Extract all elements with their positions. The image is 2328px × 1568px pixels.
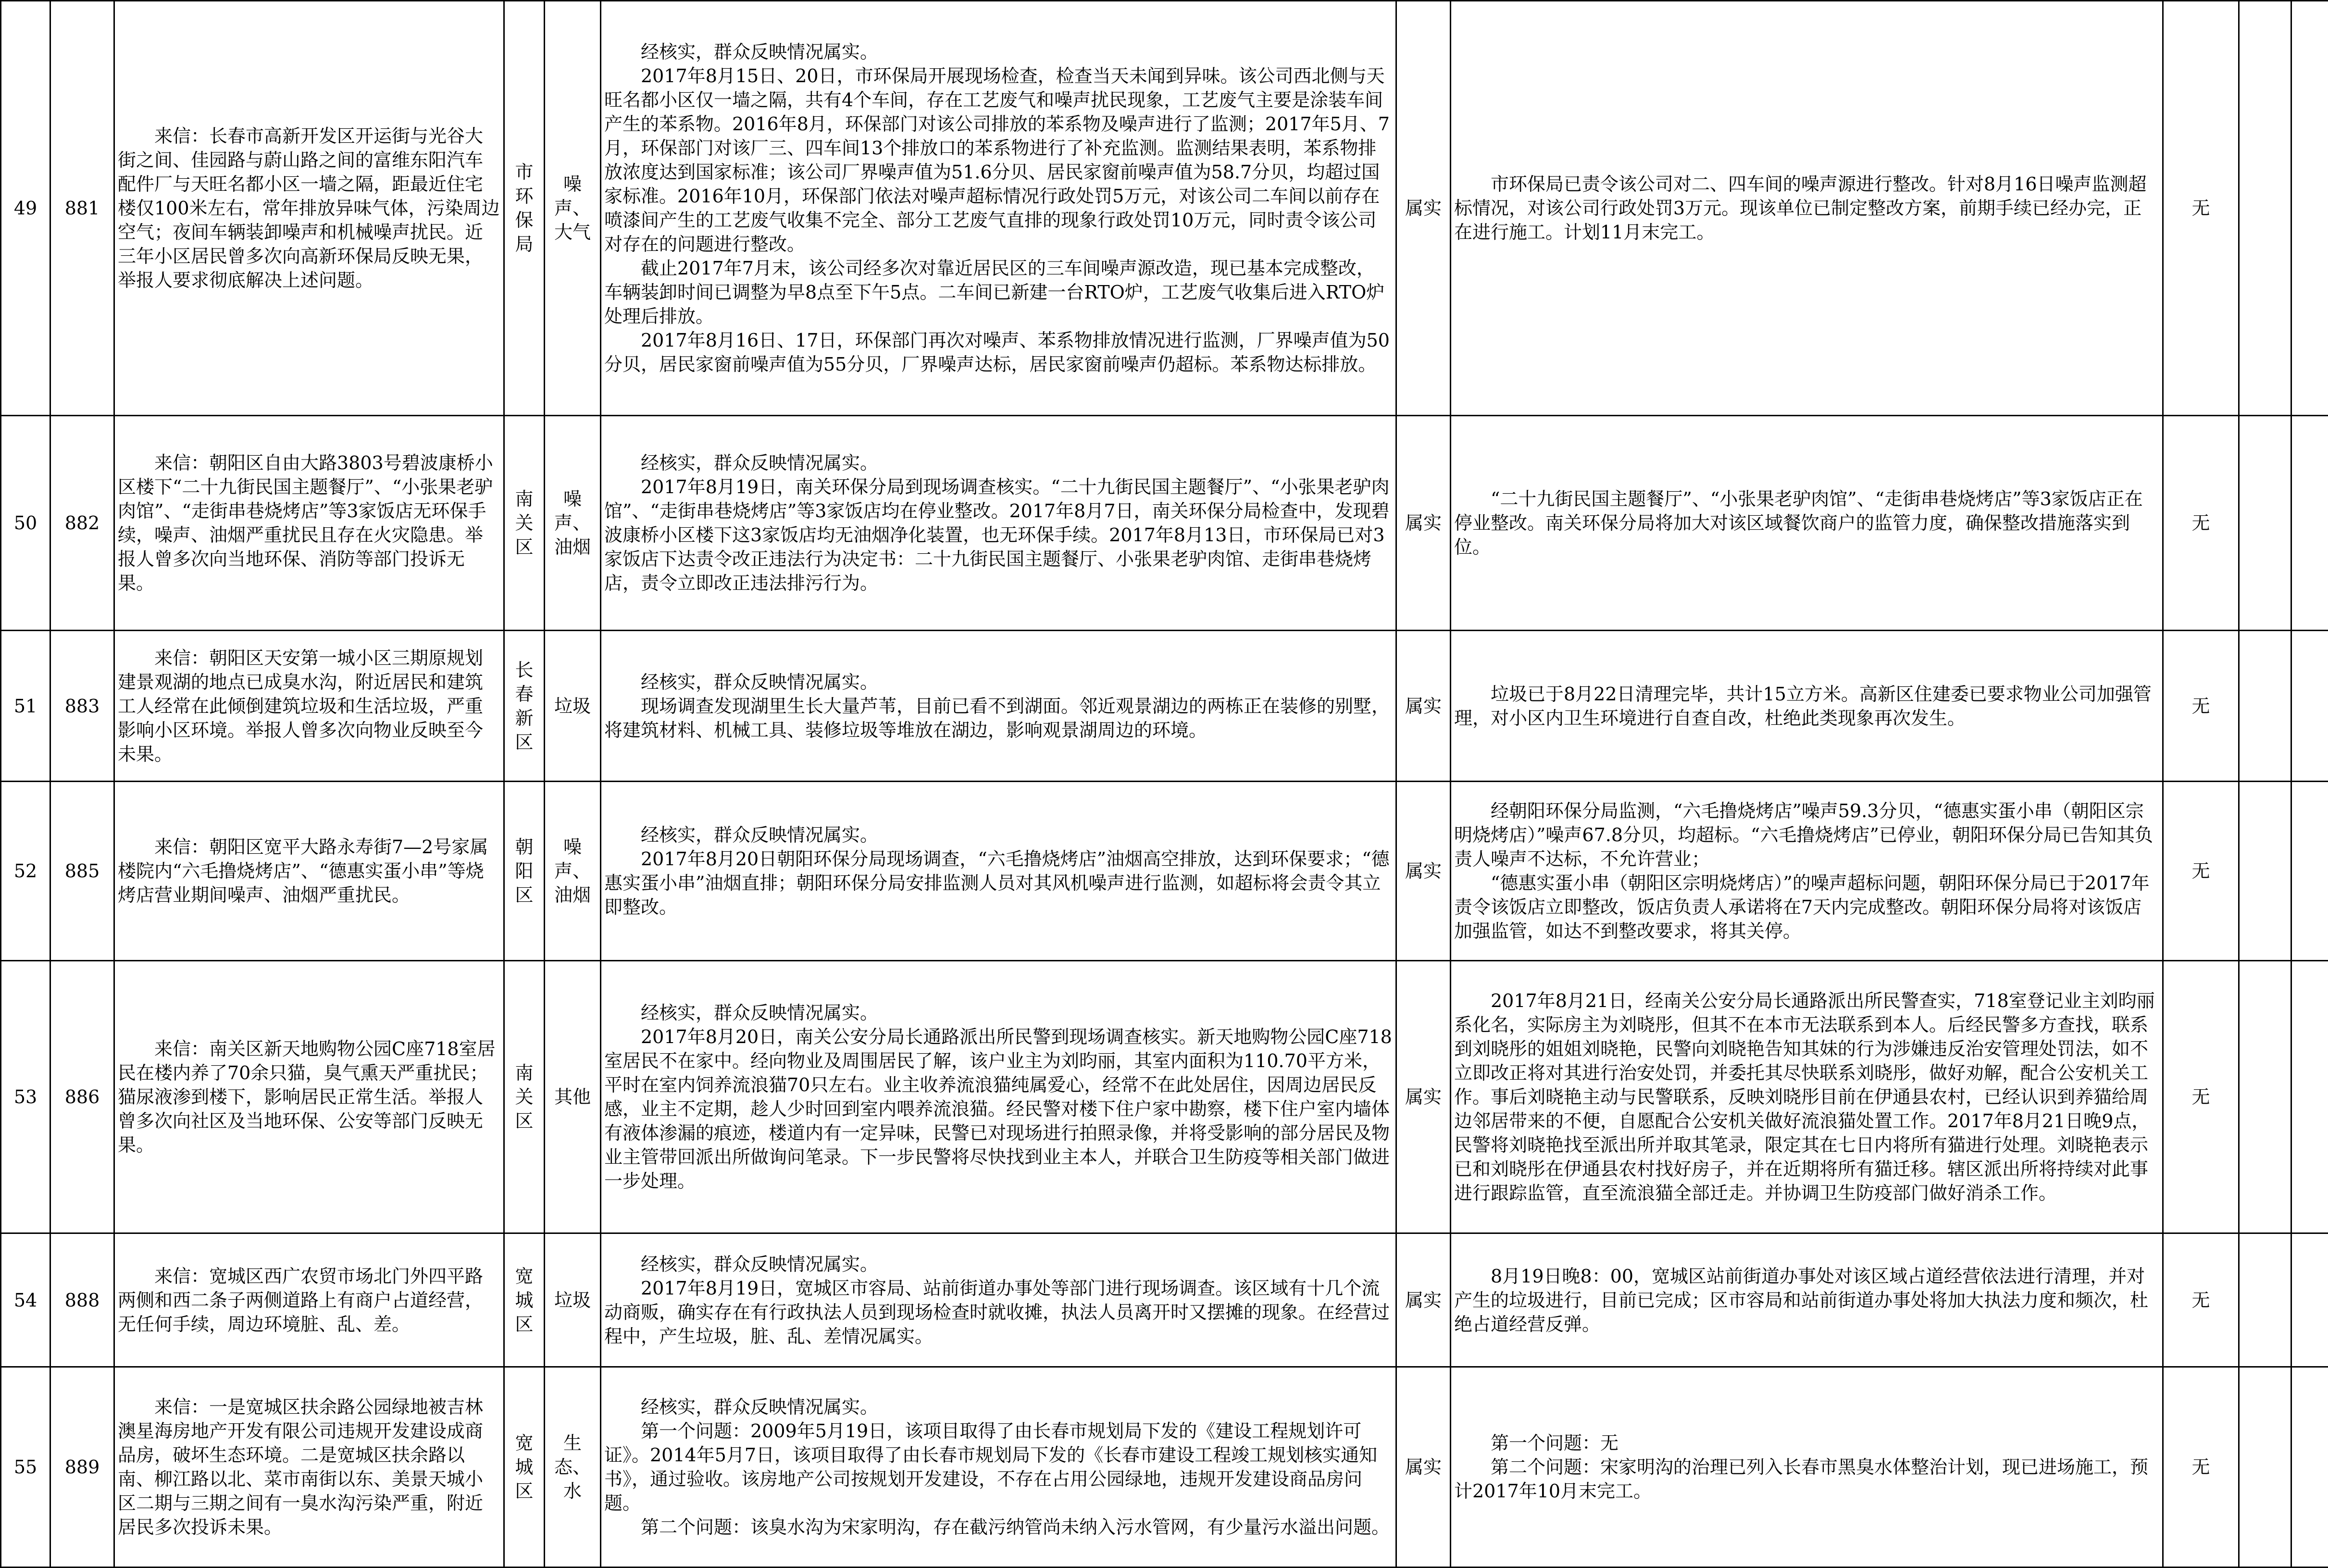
result-paragraph: 2017年8月21日，经南关公安分局长通路派出所民警查实，718室登记业主刘昀丽系化名，实际房主为刘晓彤，但其不在本市无法联系到本人。后经民警多方查找，联系到刘晓彤的姐姐刘晓艳，民警向刘晓艳告知其妹的行为涉嫌违反治安管理处罚法，如不立即改正将对其进行治安处罚，并委托其尽快联系刘晓彤，做好劝解，配合公安机关工作。事后刘晓艳主动与民警联系，反映刘晓彤目前在伊通县农村，已经认识到养猫给周边邻居带来的不便，自愿配合公安机关做好流浪猫处置工作。2017年8月21日晚9点，民警将刘晓艳找至派出所并取其笔录，限定其在七日内将所有猫进行处理。刘晓艳表示已和刘晓彤在伊通县农村找好房子，并在近期将所有猫迁移。辖区派出所将持续对此事进行跟踪监管，直至流浪猫全部迁走。并协调卫生防疫部门做好消杀工作。 [1454,989,2159,1205]
accountability-cell: 无 [2163,1233,2239,1367]
complaint-text: 来信：南关区新天地购物公园C座718室居民在楼内养了70余只猫，臭气熏天严重扰民；猫尿液渗到楼下，影响居民正常生活。举报人曾多次向社区及当地环保、公安等部门反映无果。 [118,1037,500,1157]
id-cell: 881 [50,1,114,416]
table-body [1,1,2328,1568]
complaint-text: 来信：朝阳区天安第一城小区三期原规划建景观湖的地点已成臭水沟，附近居民和建筑工人经常在此倾倒建筑垃圾和生活垃圾，严重影响小区环境。举报人曾多次向物业反映至今未果。 [118,646,500,766]
content-cell [601,1233,1396,1367]
complaint-cell [114,1367,504,1568]
result-paragraph: “二十九街民国主题餐厅”、“小张果老驴肉馆”、“走街串巷烧烤店”等3家饭店正在停业整改。南关环保分局将加大对该区域餐饮商户的监管力度，确保整改措施落实到位。 [1454,487,2159,559]
id-cell: 885 [50,782,114,961]
table-row [1,1367,2328,1568]
seq-cell: 51 [1,631,50,782]
id-cell: 889 [50,1367,114,1568]
accountability-cell: 无 [2163,1,2239,416]
category-cell: 噪声、油烟 [545,416,601,631]
verdict-cell: 属实 [1396,631,1451,782]
result-cell [1451,631,2163,782]
empty-cell [2239,782,2291,961]
verdict-cell: 属实 [1396,416,1451,631]
table-row [1,1233,2328,1367]
district-cell: 朝阳区 [504,782,545,961]
verdict-cell: 属实 [1396,1,1451,416]
empty-cell [2291,416,2328,631]
content-paragraph: 2017年8月20日，南关公安分局长通路派出所民警到现场调查核实。新天地购物公园C座718室居民不在家中。经向物业及周围居民了解，该户业主为刘昀丽，其室内面积为110.70平方米，平时在室内饲养流浪猫70只左右。业主收养流浪猫纯属爱心，经常不在此处居住，因周边居民反感，业主不定期，趁人少时回到室内喂养流浪猫。经民警对楼下住户家中勘察，楼下住户室内墙体有液体渗漏的痕迹，楼道内有一定异味，民警已对现场进行拍照录像，并将受影响的部分居民及物业主管带回派出所做询问笔录。下一步民警将尽快找到业主本人，并联合卫生防疫等相关部门做进一步处理。 [604,1025,1393,1193]
result-paragraph: “德惠实蛋小串（朝阳区宗明烧烤店）”的噪声超标问题，朝阳环保分局已于2017年责令该饭店立即整改，饭店负责人承诺将在7天内完成整改。朝阳环保分局将对该饭店加强监管，如达不到整改要求，将其关停。 [1454,871,2159,943]
id-cell: 886 [50,961,114,1233]
content-paragraph: 第二个问题：该臭水沟为宋家明沟，存在截污纳管尚未纳入污水管网，有少量污水溢出问题。 [604,1515,1393,1539]
content-paragraph: 经核实，群众反映情况属实。 [604,823,1393,847]
district-cell: 宽城区 [504,1367,545,1568]
empty-cell [2291,961,2328,1233]
result-paragraph: 第一个问题：无 [1454,1431,2159,1455]
district-cell: 市环保局 [504,1,545,416]
content-paragraph: 第一个问题：2009年5月19日，该项目取得了由长春市规划局下发的《建设工程规划许可证》。2014年5月7日，该项目取得了由长春市规划局下发的《长春市建设工程竣工规划核实通知书》，通过验收。该房地产公司按规划开发建设，不存在占用公园绿地，违规开发建设商品房问题。 [604,1419,1393,1515]
content-paragraph: 2017年8月19日，南关环保分局到现场调查核实。“二十九街民国主题餐厅”、“小张果老驴肉馆”、“走街串巷烧烤店”等3家饭店均在停业整改。2017年8月7日，南关环保分局检查中，发现碧波康桥小区楼下这3家饭店均无油烟净化装置，也无环保手续。2017年8月13日，市环保局已对3家饭店下达责令改正违法行为决定书：二十九街民国主题餐厅、小张果老驴肉馆、走街串巷烧烤店，责令立即改正违法排污行为。 [604,475,1393,595]
result-paragraph: 第二个问题：宋家明沟的治理已列入长春市黑臭水体整治计划，现已进场施工，预计2017年10月末完工。 [1454,1455,2159,1503]
empty-cell [2291,631,2328,782]
content-paragraph: 经核实，群众反映情况属实。 [604,1001,1393,1025]
table-row [1,1,2328,416]
id-cell: 888 [50,1233,114,1367]
table-row [1,631,2328,782]
verdict-cell: 属实 [1396,1233,1451,1367]
verdict-cell: 属实 [1396,1367,1451,1568]
content-paragraph: 2017年8月19日，宽城区市容局、站前街道办事处等部门进行现场调查。该区域有十几个流动商贩，确实存在有行政执法人员到现场检查时就收摊，执法人员离开时又摆摊的现象。在经营过程中，产生垃圾，脏、乱、差情况属实。 [604,1276,1393,1348]
category-cell: 噪声、大气 [545,1,601,416]
district-cell: 长春新区 [504,631,545,782]
empty-cell [2239,1233,2291,1367]
seq-cell: 55 [1,1367,50,1568]
accountability-cell: 无 [2163,416,2239,631]
content-cell [601,961,1396,1233]
empty-cell [2239,416,2291,631]
result-cell [1451,782,2163,961]
verdict-cell: 属实 [1396,782,1451,961]
accountability-cell: 无 [2163,961,2239,1233]
content-paragraph: 2017年8月20日朝阳环保分局现场调查，“六毛撸烧烤店”油烟高空排放，达到环保要求；“德惠实蛋小串”油烟直排；朝阳环保分局安排监测人员对其风机噪声进行监测，如超标将会责令其立即整改。 [604,847,1393,919]
empty-cell [2291,1367,2328,1568]
verdict-cell: 属实 [1396,961,1451,1233]
table-row [1,961,2328,1233]
complaint-cell [114,416,504,631]
complaint-cell [114,1,504,416]
category-cell: 垃圾 [545,631,601,782]
complaint-cell [114,631,504,782]
district-cell: 南关区 [504,416,545,631]
result-cell [1451,1,2163,416]
content-paragraph: 2017年8月16日、17日，环保部门再次对噪声、苯系物排放情况进行监测，厂界噪声值为50分贝，居民家窗前噪声值为55分贝，厂界噪声达标，居民家窗前噪声仍超标。苯系物达标排放。 [604,328,1393,376]
complaint-cell [114,782,504,961]
category-cell: 生态、水 [545,1367,601,1568]
accountability-cell: 无 [2163,1367,2239,1568]
seq-cell: 54 [1,1233,50,1367]
empty-cell [2239,1367,2291,1568]
empty-cell [2239,961,2291,1233]
district-cell: 宽城区 [504,1233,545,1367]
result-cell [1451,961,2163,1233]
content-paragraph: 截止2017年7月末，该公司经多次对靠近居民区的三车间噪声源改造，现已基本完成整改，车辆装卸时间已调整为早8点至下午5点。二车间已新建一台RTO炉，工艺废气收集后进入RTO炉处理后排放。 [604,256,1393,328]
complaint-cell [114,961,504,1233]
content-cell [601,782,1396,961]
category-cell: 噪声、油烟 [545,782,601,961]
empty-cell [2291,782,2328,961]
complaint-text: 来信：宽城区西广农贸市场北门外四平路两侧和西二条子两侧道路上有商户占道经营，无任何手续，周边环境脏、乱、差。 [118,1264,500,1336]
complaint-text: 来信：长春市高新开发区开运街与光谷大街之间、佳园路与蔚山路之间的富维东阳汽车配件厂与天旺名都小区一墙之隔，距最近住宅楼仅100米左右，常年排放异味气体，污染周边空气；夜间车辆装卸噪声和机械噪声扰民。近三年小区居民曾多次向高新环保局反映无果，举报人要求彻底解决上述问题。 [118,124,500,292]
category-cell: 垃圾 [545,1233,601,1367]
id-cell: 883 [50,631,114,782]
accountability-cell: 无 [2163,631,2239,782]
result-cell [1451,1233,2163,1367]
content-cell [601,631,1396,782]
content-cell [601,1367,1396,1568]
content-cell [601,416,1396,631]
seq-cell: 53 [1,961,50,1233]
result-cell [1451,1367,2163,1568]
content-paragraph: 经核实，群众反映情况属实。 [604,1252,1393,1276]
content-paragraph: 经核实，群众反映情况属实。 [604,1395,1393,1419]
result-paragraph: 垃圾已于8月22日清理完毕，共计15立方米。高新区住建委已要求物业公司加强管理，对小区内卫生环境进行自查自改，杜绝此类现象再次发生。 [1454,682,2159,730]
empty-cell [2291,1,2328,416]
empty-cell [2239,631,2291,782]
id-cell: 882 [50,416,114,631]
complaint-text: 来信：朝阳区宽平大路永寿街7—2号家属楼院内“六毛撸烧烤店”、“德惠实蛋小串”等烧烤店营业期间噪声、油烟严重扰民。 [118,835,500,907]
result-paragraph: 经朝阳环保分局监测，“六毛撸烧烤店”噪声59.3分贝，“德惠实蛋小串（朝阳区宗明烧烤店）”噪声67.8分贝，均超标。“六毛撸烧烤店”已停业，朝阳环保分局已告知其负责人噪声不达标，不允许营业； [1454,799,2159,871]
content-paragraph: 2017年8月15日、20日，市环保局开展现场检查，检查当天未闻到异味。该公司西北侧与天旺名都小区仅一墙之隔，共有4个车间，存在工艺废气和噪声扰民现象，工艺废气主要是涂装车间产生的苯系物。2016年8月，环保部门对该公司排放的苯系物及噪声进行了监测；2017年5月、7月，环保部门对该厂三、四车间13个排放口的苯系物进行了补充监测。监测结果表明，苯系物排放浓度达到国家标准；该公司厂界噪声值为51.6分贝、居民家窗前噪声值为58.7分贝，均超过国家标准。2016年10月，环保部门依法对噪声超标情况行政处罚5万元，对该公司二车间以前存在喷漆间产生的工艺废气收集不完全、部分工艺废气直排的现象行政处罚10万元，同时责令该公司对存在的问题进行整改。 [604,64,1393,256]
complaint-text: 来信：一是宽城区扶余路公园绿地被吉林澳星海房地产开发有限公司违规开发建设成商品房，破坏生态环境。二是宽城区扶余路以南、柳江路以北、菜市南街以东、美景天城小区二期与三期之间有一臭水沟污染严重，附近居民多次投诉未果。 [118,1395,500,1539]
content-paragraph: 经核实，群众反映情况属实。 [604,40,1393,64]
table-row [1,782,2328,961]
result-paragraph: 市环保局已责令该公司对二、四车间的噪声源进行整改。针对8月16日噪声监测超标情况，对该公司行政处罚3万元。现该单位已制定整改方案，前期手续已经办完，正在进行施工。计划11月末完工。 [1454,172,2159,244]
empty-cell [2239,1,2291,416]
result-cell [1451,416,2163,631]
content-paragraph: 经核实，群众反映情况属实。 [604,451,1393,475]
category-cell: 其他 [545,961,601,1233]
table-row [1,416,2328,631]
content-paragraph: 现场调查发现湖里生长大量芦苇，目前已看不到湖面。邻近观景湖边的两栋正在装修的别墅，将建筑材料、机械工具、装修垃圾等堆放在湖边，影响观景湖周边的环境。 [604,694,1393,742]
complaint-cell [114,1233,504,1367]
seq-cell: 52 [1,782,50,961]
district-cell: 南关区 [504,961,545,1233]
seq-cell: 50 [1,416,50,631]
content-cell [601,1,1396,416]
content-paragraph: 经核实，群众反映情况属实。 [604,670,1393,694]
result-paragraph: 8月19日晚8：00，宽城区站前街道办事处对该区域占道经营依法进行清理，并对产生的垃圾进行，目前已完成；区市容局和站前街道办事处将加大执法力度和频次，杜绝占道经营反弹。 [1454,1264,2159,1336]
empty-cell [2291,1233,2328,1367]
seq-cell: 49 [1,1,50,416]
complaint-text: 来信：朝阳区自由大路3803号碧波康桥小区楼下“二十九街民国主题餐厅”、“小张果老驴肉馆”、“走街串巷烧烤店”等3家饭店无环保手续，噪声、油烟严重扰民且存在火灾隐患。举报人曾多次向当地环保、消防等部门投诉无果。 [118,451,500,595]
accountability-cell: 无 [2163,782,2239,961]
